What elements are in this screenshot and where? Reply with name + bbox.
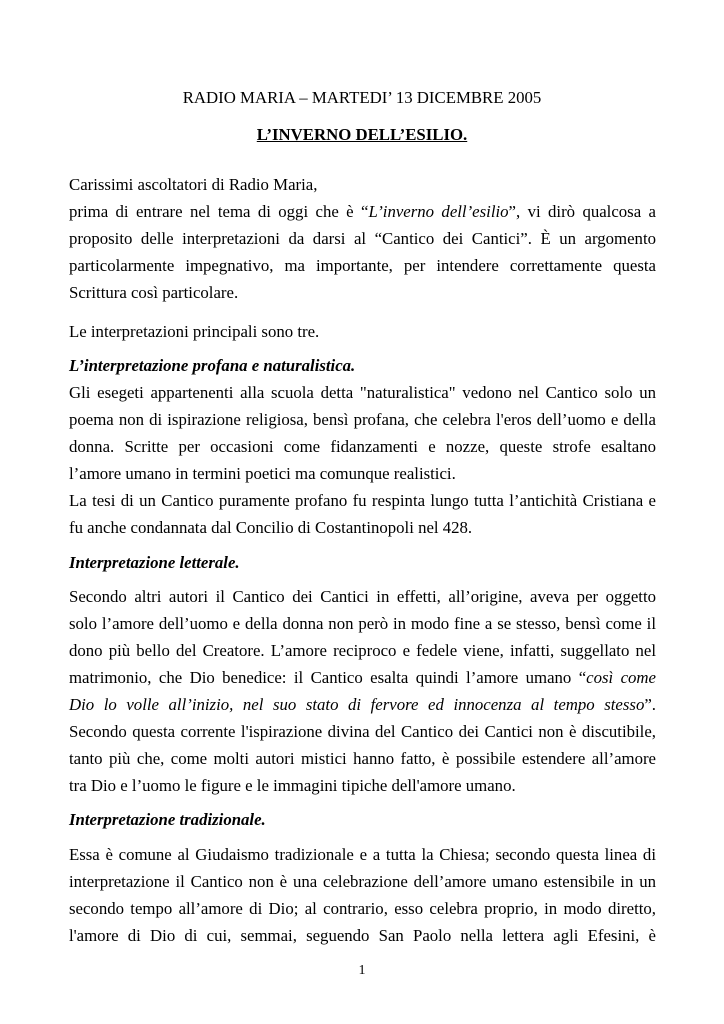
paragraph-line: La tesi di un Cantico puramente profano fu respinta lungo tutta l’antichità Cristiana e [69,491,656,510]
section-heading: Interpretazione letterale. [69,553,240,572]
paragraph-line: Dio lo volle all’inizio, nel suo stato di fervore ed innocenza al tempo stesso”. [69,695,656,714]
intro-line: Scrittura così particolare. [69,283,239,302]
paragraph-line: l'amore di Dio di cui, semmai, seguendo San Paolo nella lettera agli Efesini, è [69,926,656,945]
quote-italic: così come [586,668,656,687]
quote-italic: Dio lo volle all’inizio, nel suo stato di fervore ed innocenza al tempo stesso [69,695,645,714]
intro-italic-title: L’inverno dell’esilio [368,202,509,221]
intro-line: particolarmente impegnativo, ma importante, per intendere correttamente questa [69,256,656,275]
paragraph-line: secondo tempo all’amore di Dio; al contrario, esso celebra proprio, in modo diretto, [69,899,656,918]
paragraph-line: tanto più che, come molti autori mistici hanno fatto, è possibile estendere all’amore [69,749,656,768]
paragraph-line: dono più bello del Creatore. L’amore reciproco e fedele viene, infatti, suggellato nel [69,641,656,660]
paragraph-line: tra Dio e l’uomo le figure e le immagini tipiche dell'amore umano. [69,776,516,795]
paragraph-line: interpretazione il Cantico non è una celebrazione dell’amore umano estensibile in un [69,872,656,891]
paragraph-line: Secondo questa corrente l'ispirazione divina del Cantico dei Cantici non è discutibile, [69,722,656,741]
intro-line: Carissimi ascoltatori di Radio Maria, [69,175,318,194]
paragraph-line: matrimonio, che Dio benedice: il Cantico esalta quindi l’amore umano “così come [69,668,656,687]
page-number: 1 [358,963,366,978]
paragraph-line: Essa è comune al Giudaismo tradizionale e a tutta la Chiesa; secondo questa linea di [69,845,656,864]
paragraph-line: l’amore umano in termini poetici ma comunque realistici. [69,464,456,483]
paragraph-line: poema non di ispirazione religiosa, bensì profana, che celebra l'eros dell’uomo e della [69,410,656,429]
section-heading: L’interpretazione profana e naturalistica. [69,356,356,375]
intro-line: prima di entrare nel tema di oggi che è “L’inverno dell’esilio”, vi dirò qualcosa a [69,202,656,221]
document-title: L’INVERNO DELL’ESILIO. [256,125,468,144]
section-heading: Interpretazione tradizionale. [69,810,266,829]
intro-line: proposito delle interpretazioni da darsi al “Cantico dei Cantici”. È un argomento [69,229,656,248]
paragraph-line: fu anche condannata dal Concilio di Costantinopoli nel 428. [69,518,473,537]
paragraph-line: solo l’amore dell’uomo e della donna non però in modo fine a se stesso, bensì come il [69,614,656,633]
principal-line: Le interpretazioni principali sono tre. [69,322,320,341]
paragraph-line: Gli esegeti appartenenti alla scuola detta "naturalistica" vedono nel Cantico solo un [69,383,656,402]
paragraph-line: donna. Scritte per occasioni come fidanzamenti e nozze, queste strofe esaltano [69,437,656,456]
document-header: RADIO MARIA – MARTEDI’ 13 DICEMBRE 2005 [182,88,542,107]
paragraph-line: Secondo altri autori il Cantico dei Cantici in effetti, all’origine, aveva per oggetto [69,587,656,606]
